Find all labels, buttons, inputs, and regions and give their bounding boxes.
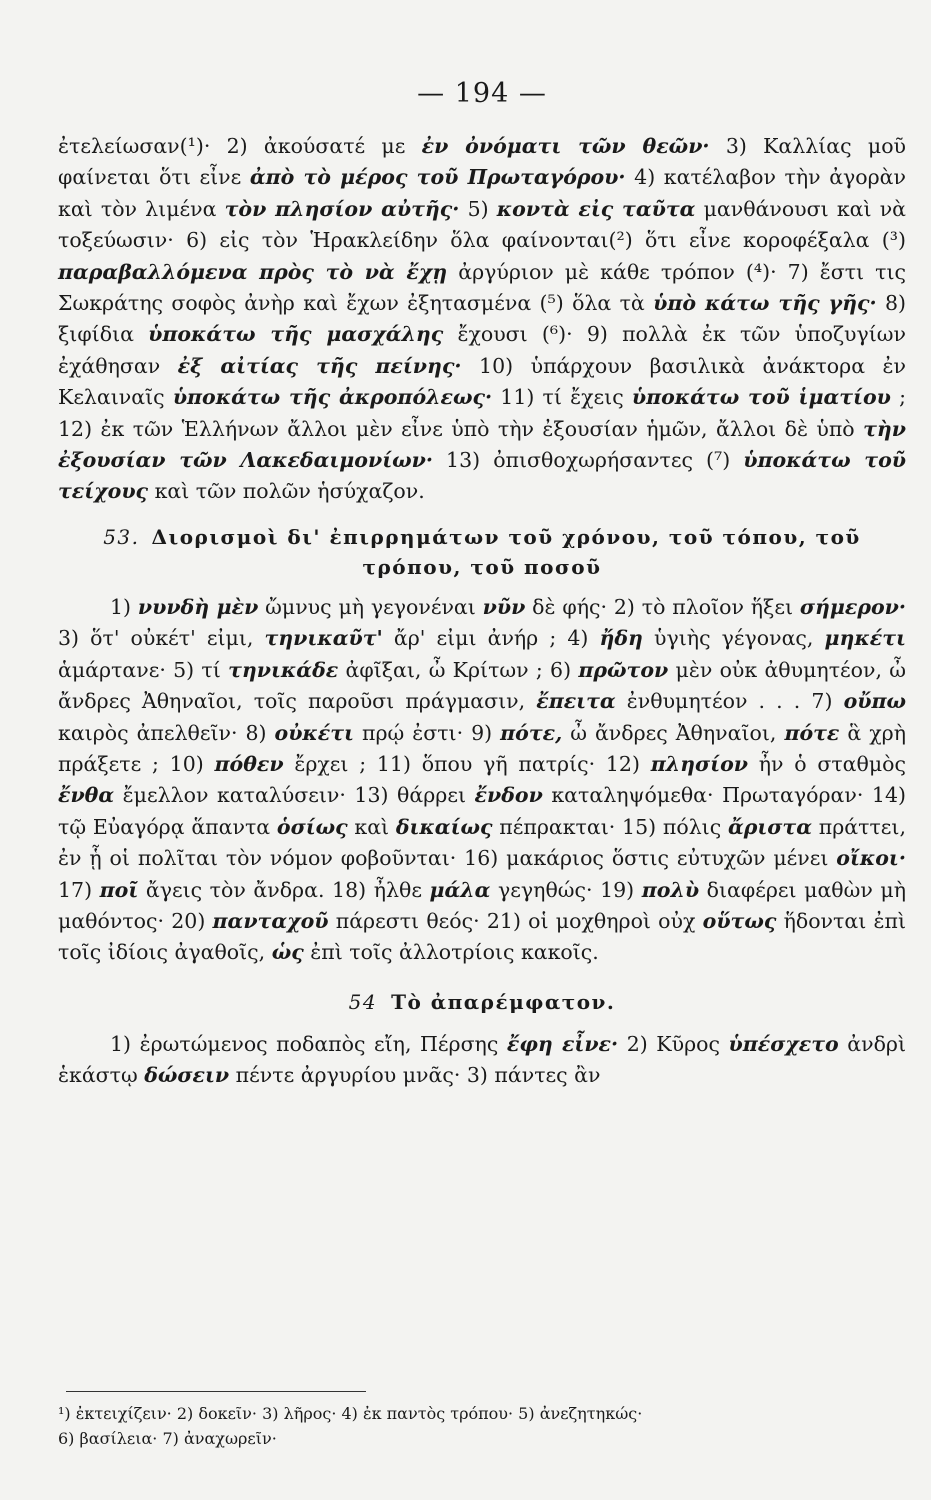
document-page [58, 78, 906, 1478]
section-heading-54 [58, 987, 906, 1017]
text-run: ἀργύριον μὲ κάθε τρόπον (⁴)· 7) ἔστι τις Σωκράτης σοφὸς ἀνὴρ καὶ ἔχων ἐξητασμένα (⁵) ὅλα τὰ [58, 259, 906, 316]
text-run: ; 12) ἐκ τῶν Ἑλλήνων ἄλλοι μὲν εἶνε ὑπὸ τὴν ἐξουσίαν ἡμῶν, ἄλλοι δὲ ὑπὸ [58, 385, 906, 441]
text-run: ἃ χρὴ πράξετε ; 10) [58, 720, 906, 776]
text-run: 1) [110, 594, 138, 619]
text-run: καιρὸς ἀπελθεῖν· 8) [58, 720, 275, 745]
emphasis: ἐξ αἰτίας τῆς πείνης· [177, 353, 462, 378]
emphasis: ὡς [271, 940, 304, 965]
emphasis: παραβαλλόμενα πρὸς τὸ νὰ ἔχῃ [58, 259, 448, 284]
section-title: Τὸ ἀπαρέμφατον. [391, 989, 616, 1014]
emphasis: οὕτως [702, 908, 777, 933]
text-run: ἥδονται ἐπὶ τοῖς ἰδίοις ἀγαθοῖς, [58, 908, 906, 965]
emphasis: ἐν ὀνόματι τῶν θεῶν· [421, 134, 710, 158]
paragraph [58, 1029, 906, 1092]
text-run: ἐπὶ τοῖς ἀλλοτρίοις κακοῖς. [303, 940, 599, 965]
text-run: 3) ὅτ' οὐκέτ' εἰμι, [58, 626, 265, 651]
text-run: 13) ὀπισθοχωρήσαντες (⁷) [433, 448, 744, 473]
emphasis: ὑποκάτω τῆς ἀκροπόλεως· [172, 385, 493, 410]
emphasis: ὑπέσχετο [728, 1031, 839, 1056]
text-run: 1) ἐρωτώμενος ποδαπὸς εἴη, Πέρσης [110, 1031, 507, 1056]
section-number: 54 [348, 989, 378, 1014]
emphasis: πλησίον [650, 751, 748, 776]
text-run: διαφέρει μαθὼν μὴ μαθόντος· 20) [58, 877, 906, 933]
text-run: ὦ ἄνδρες Ἀθηναῖοι, [562, 720, 785, 745]
text-run: καὶ τῶν πολῶν ἡσύχαζον. [148, 479, 425, 504]
text-run: γεγηθώς· 19) [490, 877, 642, 902]
text-run: ἄγεις τὸν ἄνδρα. 18) ἦλθε [138, 877, 430, 902]
emphasis: δικαίως [395, 814, 493, 839]
text-run: 8) ξιφίδια [58, 291, 906, 347]
emphasis: ἔνδον [474, 783, 543, 808]
emphasis: οἴκοι· [836, 846, 906, 871]
text-run: ἔχουσι (⁶)· 9) πολλὰ ἐκ τῶν ὑποζυγίων ἐχάθησαν [58, 322, 906, 378]
text-run: 2) Κῦρος [618, 1031, 729, 1056]
footnote-rule [66, 1391, 366, 1392]
text-run: ἀφῖξαι, ὦ Κρίτων ; 6) [338, 657, 579, 682]
emphasis: μηκέτι [824, 626, 906, 651]
text-run: δὲ φής· 2) τὸ πλοῖον ἥξει [525, 594, 800, 619]
emphasis: νῦν [482, 594, 526, 619]
emphasis: ἄριστα [727, 814, 812, 839]
emphasis: πανταχοῦ [212, 908, 329, 933]
text-run: ἔρχει ; 11) ὅπου γῆ πατρίς· 12) [283, 751, 651, 776]
text-run: μανθάνουσι καὶ νὰ τοξεύωσιν· 6) εἰς τὸν Ἡρακλείδην ὅλα φαίνονται(²) ὅτι εἶνε κοροφέξαλα (³) [58, 196, 907, 253]
text-run: ἁμάρτανε· 5) τί [58, 657, 229, 682]
text-run: καὶ [347, 814, 396, 839]
emphasis: ὑπὸ κάτω τῆς γῆς· [653, 291, 877, 316]
text-run: πέπρακται· 15) πόλις [492, 814, 728, 839]
section-heading-53 [58, 522, 906, 582]
footnote-line: ¹) ἐκτειχίζειν· 2) δοκεῖν· 3) λῆρος· 4) ἐκ παντὸς τρόπου· 5) ἀνεζητηκώς· [58, 1404, 643, 1423]
emphasis: νυνδὴ μὲν [137, 594, 259, 619]
emphasis: πρῶτον [578, 657, 669, 682]
text-run: 11) τί ἔχεις [492, 385, 632, 410]
text-run: ὑγιὴς γέγονας, [642, 626, 825, 651]
footnotes [58, 1401, 906, 1451]
text-run: ἄρ' εἰμι ἀνήρ ; 4) [382, 626, 600, 651]
emphasis: ἤδη [599, 626, 643, 651]
emphasis: ἀπὸ τὸ μέρος τοῦ Πρωταγόρου· [249, 165, 626, 190]
emphasis: ἔφη εἶνε· [506, 1031, 619, 1056]
text-run: 17) [58, 877, 100, 902]
emphasis: οὔπω [843, 689, 906, 714]
page-number: — 194 — [417, 78, 547, 109]
emphasis: τὴν ἐξουσίαν τῶν Λακεδαιμονίων· [58, 416, 906, 473]
text-run: ὤμνυς μὴ γεγονέναι [258, 594, 483, 619]
emphasis: τηνικαῦτ' [264, 626, 383, 651]
emphasis: κοντὰ εἰς ταῦτα [496, 196, 696, 221]
text-run: 5) [459, 196, 497, 221]
text-run: ἐτελείωσαν(¹)· 2) ἀκούσατέ με [58, 134, 422, 158]
section-title: Διορισμοὶ δι' ἐπιρρημάτων τοῦ χρόνου, τοῦ τόπου, τοῦ τρόπου, τοῦ ποσοῦ [151, 524, 861, 579]
paragraph [58, 131, 906, 508]
emphasis: σήμερον· [799, 594, 907, 619]
emphasis: πολὺ [641, 877, 700, 902]
emphasis: ἔνθα [58, 783, 115, 808]
text-run: ἐνθυμητέον . . . 7) [615, 689, 844, 714]
emphasis: τὸν πλησίον αὐτῆς· [224, 196, 460, 221]
emphasis: ὑποκάτω τοῦ τείχους [58, 448, 906, 504]
emphasis: ἔπειτα [536, 689, 616, 714]
text-run: ἦν ὁ σταθμὸς [747, 751, 906, 776]
text-run: πέντε ἀργυρίου μνᾶς· 3) πάντες ἂν [229, 1063, 601, 1088]
emphasis: ὁσίως [276, 814, 348, 839]
section-number: 53. [103, 524, 140, 549]
text-run: πράττει, ἐν ᾗ οἱ πολῖται τὸν νόμον φοβοῦνται· 16) μακάριος ὅστις εὐτυχῶν μένει [58, 814, 906, 871]
emphasis: δώσειν [144, 1063, 230, 1088]
paragraph [58, 592, 906, 969]
emphasis: τηνικάδε [228, 657, 339, 682]
text-run: 10) ὑπάρχουν βασιλικὰ ἀνάκτορα ἐν Κελαιναῖς [58, 353, 906, 410]
text-run: πρῴ ἐστι· 9) [353, 720, 501, 745]
text-run: ἀνδρὶ ἑκάστῳ [58, 1031, 906, 1088]
emphasis: ὑποκάτω τῆς μασχάλης [148, 322, 444, 347]
text-run: μὲν οὐκ ἀθυμητέον, ὦ ἄνδρες Ἀθηναῖοι, τοῖς παροῦσι πράγμασιν, [58, 657, 906, 714]
emphasis: μάλα [429, 877, 491, 902]
text-run: 4) κατέλαβον τὴν ἀγορὰν καὶ τὸν λιμένα [58, 165, 906, 221]
text-run: ἔμελλον καταλύσειν· 13) θάρρει [114, 783, 475, 808]
emphasis: οὐκέτι [274, 720, 354, 745]
emphasis: ποῖ [99, 877, 139, 902]
footnote-line: 6) βασίλεια· 7) ἀναχωρεῖν· [58, 1429, 277, 1448]
text-run: καταληψόμεθα· Πρωταγόραν· 14) τῷ Εὐαγόρᾳ ἅπαντα [58, 783, 906, 839]
emphasis: ὑποκάτω τοῦ ἱματίου [631, 385, 891, 410]
text-run: πάρεστι θεός· 21) οἱ μοχθηροὶ οὐχ [328, 908, 703, 933]
text-run: 3) Καλλίας μοῦ φαίνεται ὅτι εἶνε [58, 134, 906, 190]
emphasis: πόθεν [214, 751, 284, 776]
emphasis: πότε [784, 720, 840, 745]
emphasis: πότε, [500, 720, 563, 745]
